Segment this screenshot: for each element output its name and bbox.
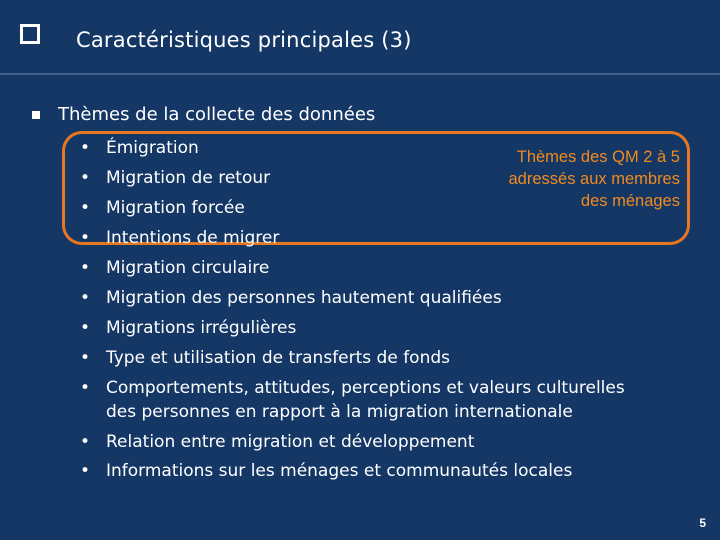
bullet-dot-icon: • <box>80 432 91 452</box>
bullet-dot-icon: • <box>80 288 91 308</box>
bullet-dot-icon: • <box>80 258 91 278</box>
list-item-text: Type et utilisation de transferts de fonds <box>106 348 451 368</box>
bullet-dot-icon: • <box>80 461 91 481</box>
list-item-text: Informations sur les ménages et communautés locales <box>106 461 573 481</box>
callout-line: des ménages <box>580 192 680 210</box>
list-item-text: Migrations irrégulières <box>106 318 297 338</box>
section-heading: Thèmes de la collecte des données <box>58 104 376 125</box>
page-number: 5 <box>699 516 706 530</box>
list-item-text: Migration forcée <box>106 198 245 218</box>
callout-line: adressés aux membres <box>508 170 680 188</box>
slide-title: Caractéristiques principales (3) <box>76 28 412 52</box>
bullet-dot-icon: • <box>80 318 91 338</box>
title-divider <box>0 73 720 75</box>
bullet-dot-icon: • <box>80 168 91 188</box>
list-item-text: Migration des personnes hautement qualifiées <box>106 288 502 308</box>
bullet-dot-icon: • <box>80 228 91 248</box>
list-item-text: Migration circulaire <box>106 258 270 278</box>
bullet-dot-icon: • <box>80 138 91 158</box>
hollow-square-bullet-icon <box>20 24 40 44</box>
list-item-text: des personnes en rapport à la migration internationale <box>106 402 573 422</box>
list-item-text: Relation entre migration et développement <box>106 432 475 452</box>
list-item-text: Intentions de migrer <box>106 228 280 248</box>
bullet-dot-icon: • <box>80 198 91 218</box>
list-item-text: Comportements, attitudes, perceptions et valeurs culturelles <box>106 378 625 398</box>
list-item-text: Migration de retour <box>106 168 271 188</box>
list-item-text: Émigration <box>106 138 199 158</box>
callout-text <box>420 146 680 212</box>
bullet-dot-icon: • <box>80 378 91 398</box>
callout-line: Thèmes des QM 2 à 5 <box>516 148 680 166</box>
bullet-dot-icon: • <box>80 348 91 368</box>
square-bullet-icon <box>32 111 40 119</box>
